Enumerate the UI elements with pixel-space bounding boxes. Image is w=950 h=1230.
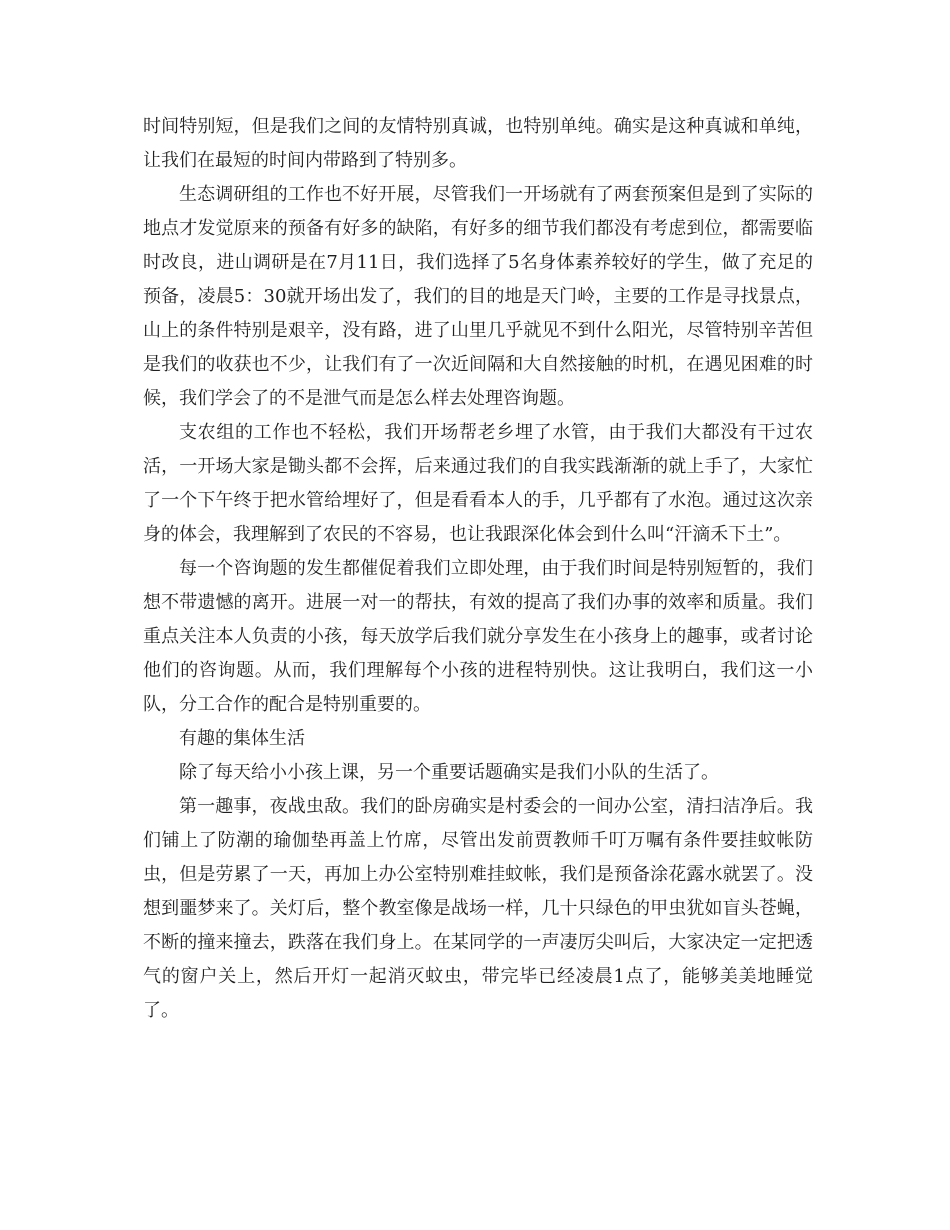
paragraph-2: 生态调研组的工作也不好开展，尽管我们一开场就有了两套预案但是到了实际的地点才发觉原来的预备有好多的缺陷，有好多的细节我们都没有考虑到位，都需要临时改良，进山调研是在7月11日，我们选择了5名身体素养较好的学生，做了充足的预备，凌晨5：30就开场出发了，我们的目的地是天门岭，主要的工作是寻找景点，山上的条件特别是艰辛，没有路，进了山里几乎就见不到什么阳光，尽管特别辛苦但是我们的收获也不少，让我们有了一次近间隔和大自然接触的时机，在遇见困难的时候，我们学会了的不是泄气而是怎么样去处理咨询题。 bbox=[143, 184, 813, 409]
paragraph-5: 除了每天给小小孩上课，另一个重要话题确实是我们小队的生活了。 bbox=[179, 762, 719, 783]
paragraph-6: 第一趣事，夜战虫敌。我们的卧房确实是村委会的一间办公室，清扫洁净后。我们铺上了防潮的瑜伽垫再盖上竹席，尽管出发前贾教师千叮万嘱有条件要挂蚊帐防虫，但是劳累了一天，再加上办公室特别难挂蚊帐，我们是预备涂花露水就罢了。没想到噩梦来了。关灯后，整个教室像是战场一样，几十只绿色的甲虫犹如盲头苍蝇，不断的撞来撞去，跌落在我们身上。在某同学的一声凄厉尖叫后，大家决定一定把透气的窗户关上，然后开灯一起消灭蚊虫，带完毕已经凌晨1点了，能够美美地睡觉了。 bbox=[143, 796, 813, 1021]
paragraph-4: 每一个咨询题的发生都催促着我们立即处理，由于我们时间是特别短暂的，我们想不带遗憾的离开。进展一对一的帮扶，有效的提高了我们办事的效率和质量。我们重点关注本人负责的小孩，每天放学后我们就分享发生在小孩身上的趣事，或者讨论他们的咨询题。从而，我们理解每个小孩的进程特别快。这让我明白，我们这一小队，分工合作的配合是特别重要的。 bbox=[143, 558, 813, 715]
document-page bbox=[143, 110, 813, 1028]
paragraph-1: 时间特别短，但是我们之间的友情特别真诚，也特别单纯。确实是这种真诚和单纯，让我们在最短的时间内带路到了特别多。 bbox=[143, 116, 813, 171]
paragraph-3: 支农组的工作也不轻松，我们开场帮老乡埋了水管，由于我们大都没有干过农活，一开场大家是锄头都不会挥，后来通过我们的自我实践渐渐的就上手了，大家忙了一个下午终于把水管给埋好了，但是看看本人的手，几乎都有了水泡。通过这次亲身的体会，我理解到了农民的不容易，也让我跟深化体会到什么叫“汗滴禾下土”。 bbox=[143, 422, 813, 545]
section-heading: 有趣的集体生活 bbox=[179, 728, 305, 749]
